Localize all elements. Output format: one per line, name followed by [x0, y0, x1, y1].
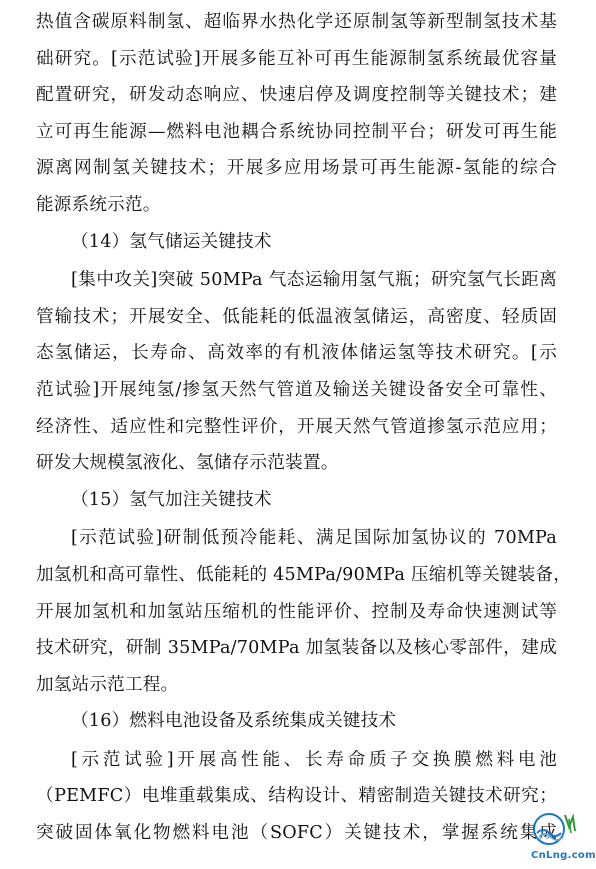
text-line: 加氢站示范工程。: [36, 674, 179, 695]
text-line: 源离网制氢关键技术；开展多应用场景可再生能源-氢能的综合: [36, 158, 557, 179]
text-line: 范试验]开展纯氢/掺氢天然气管道及输送关键设备安全可靠性、: [36, 379, 557, 400]
text-line: 态氢储运，长寿命、高效率的有机液体储运氢等技术研究。[示: [36, 343, 557, 364]
section-heading-14: （14）氢气储运关键技术: [71, 231, 272, 252]
text-line: 研发大规模氢液化、氢储存示范装置。: [36, 453, 339, 474]
watermark-text: CnLng.com: [531, 850, 596, 861]
text-line: 热值含碳原料制氢、超临界水热化学还原制氢等新型制氢技术基: [36, 12, 557, 32]
section-heading-15: （15）氢气加注关键技术: [71, 489, 272, 510]
text-line: 技术研究，研制 35MPa/70MPa 加氢装备以及核心零部件，建成: [36, 638, 557, 659]
lng-logo-icon: [525, 809, 581, 849]
text-line: 突破固体氧化物燃料电池（SOFC）关键技术，掌握系统集成: [36, 823, 557, 844]
paragraph-fuel-cell: [36, 742, 557, 852]
text-line: 能源系统示范。: [36, 194, 161, 215]
text-line: 础研究。[示范试验]开展多能互补可再生能源制氢系统最优容量: [36, 48, 557, 69]
document-page: [36, 2, 572, 852]
paragraph-refueling: [36, 520, 572, 703]
text-line: 开展加氢机和加氢站压缩机的性能评价、控制及寿命快速测试等: [36, 601, 557, 622]
text-line: 加氢机和高可靠性、低能耗的 45MPa/90MPa 压缩机等关键装备，: [36, 564, 572, 585]
paragraph-storage-transport: [36, 262, 557, 482]
text-line: 管输技术；开展安全、低能耗的低温液氢储运，高密度、轻质固: [36, 306, 557, 327]
site-watermark: [525, 809, 596, 861]
text-line: [集中攻关]突破 50MPa 气态运输用氢气瓶；研究氢气长距离: [71, 270, 557, 291]
section-heading-16: （16）燃料电池设备及系统集成关键技术: [71, 711, 397, 732]
text-line: 配置研究，研发动态响应、快速启停及调度控制等关键技术；建: [36, 85, 557, 106]
text-line: 经济性、适应性和完整性评价，开展天然气管道掺氢示范应用；: [36, 416, 557, 437]
text-line: [示范试验]研制低预冷能耗、满足国际加氢协议的 70MPa: [71, 528, 557, 549]
text-line: （PEMFC）电堆重载集成、结构设计、精密制造关键技术研究；: [36, 786, 557, 807]
text-line: [示范试验]开展高性能、长寿命质子交换膜燃料电池: [71, 749, 557, 770]
paragraph-renewable-hydrogen: [36, 4, 557, 224]
text-line: 立可再生能源—燃料电池耦合系统协同控制平台；研发可再生能: [36, 121, 557, 142]
